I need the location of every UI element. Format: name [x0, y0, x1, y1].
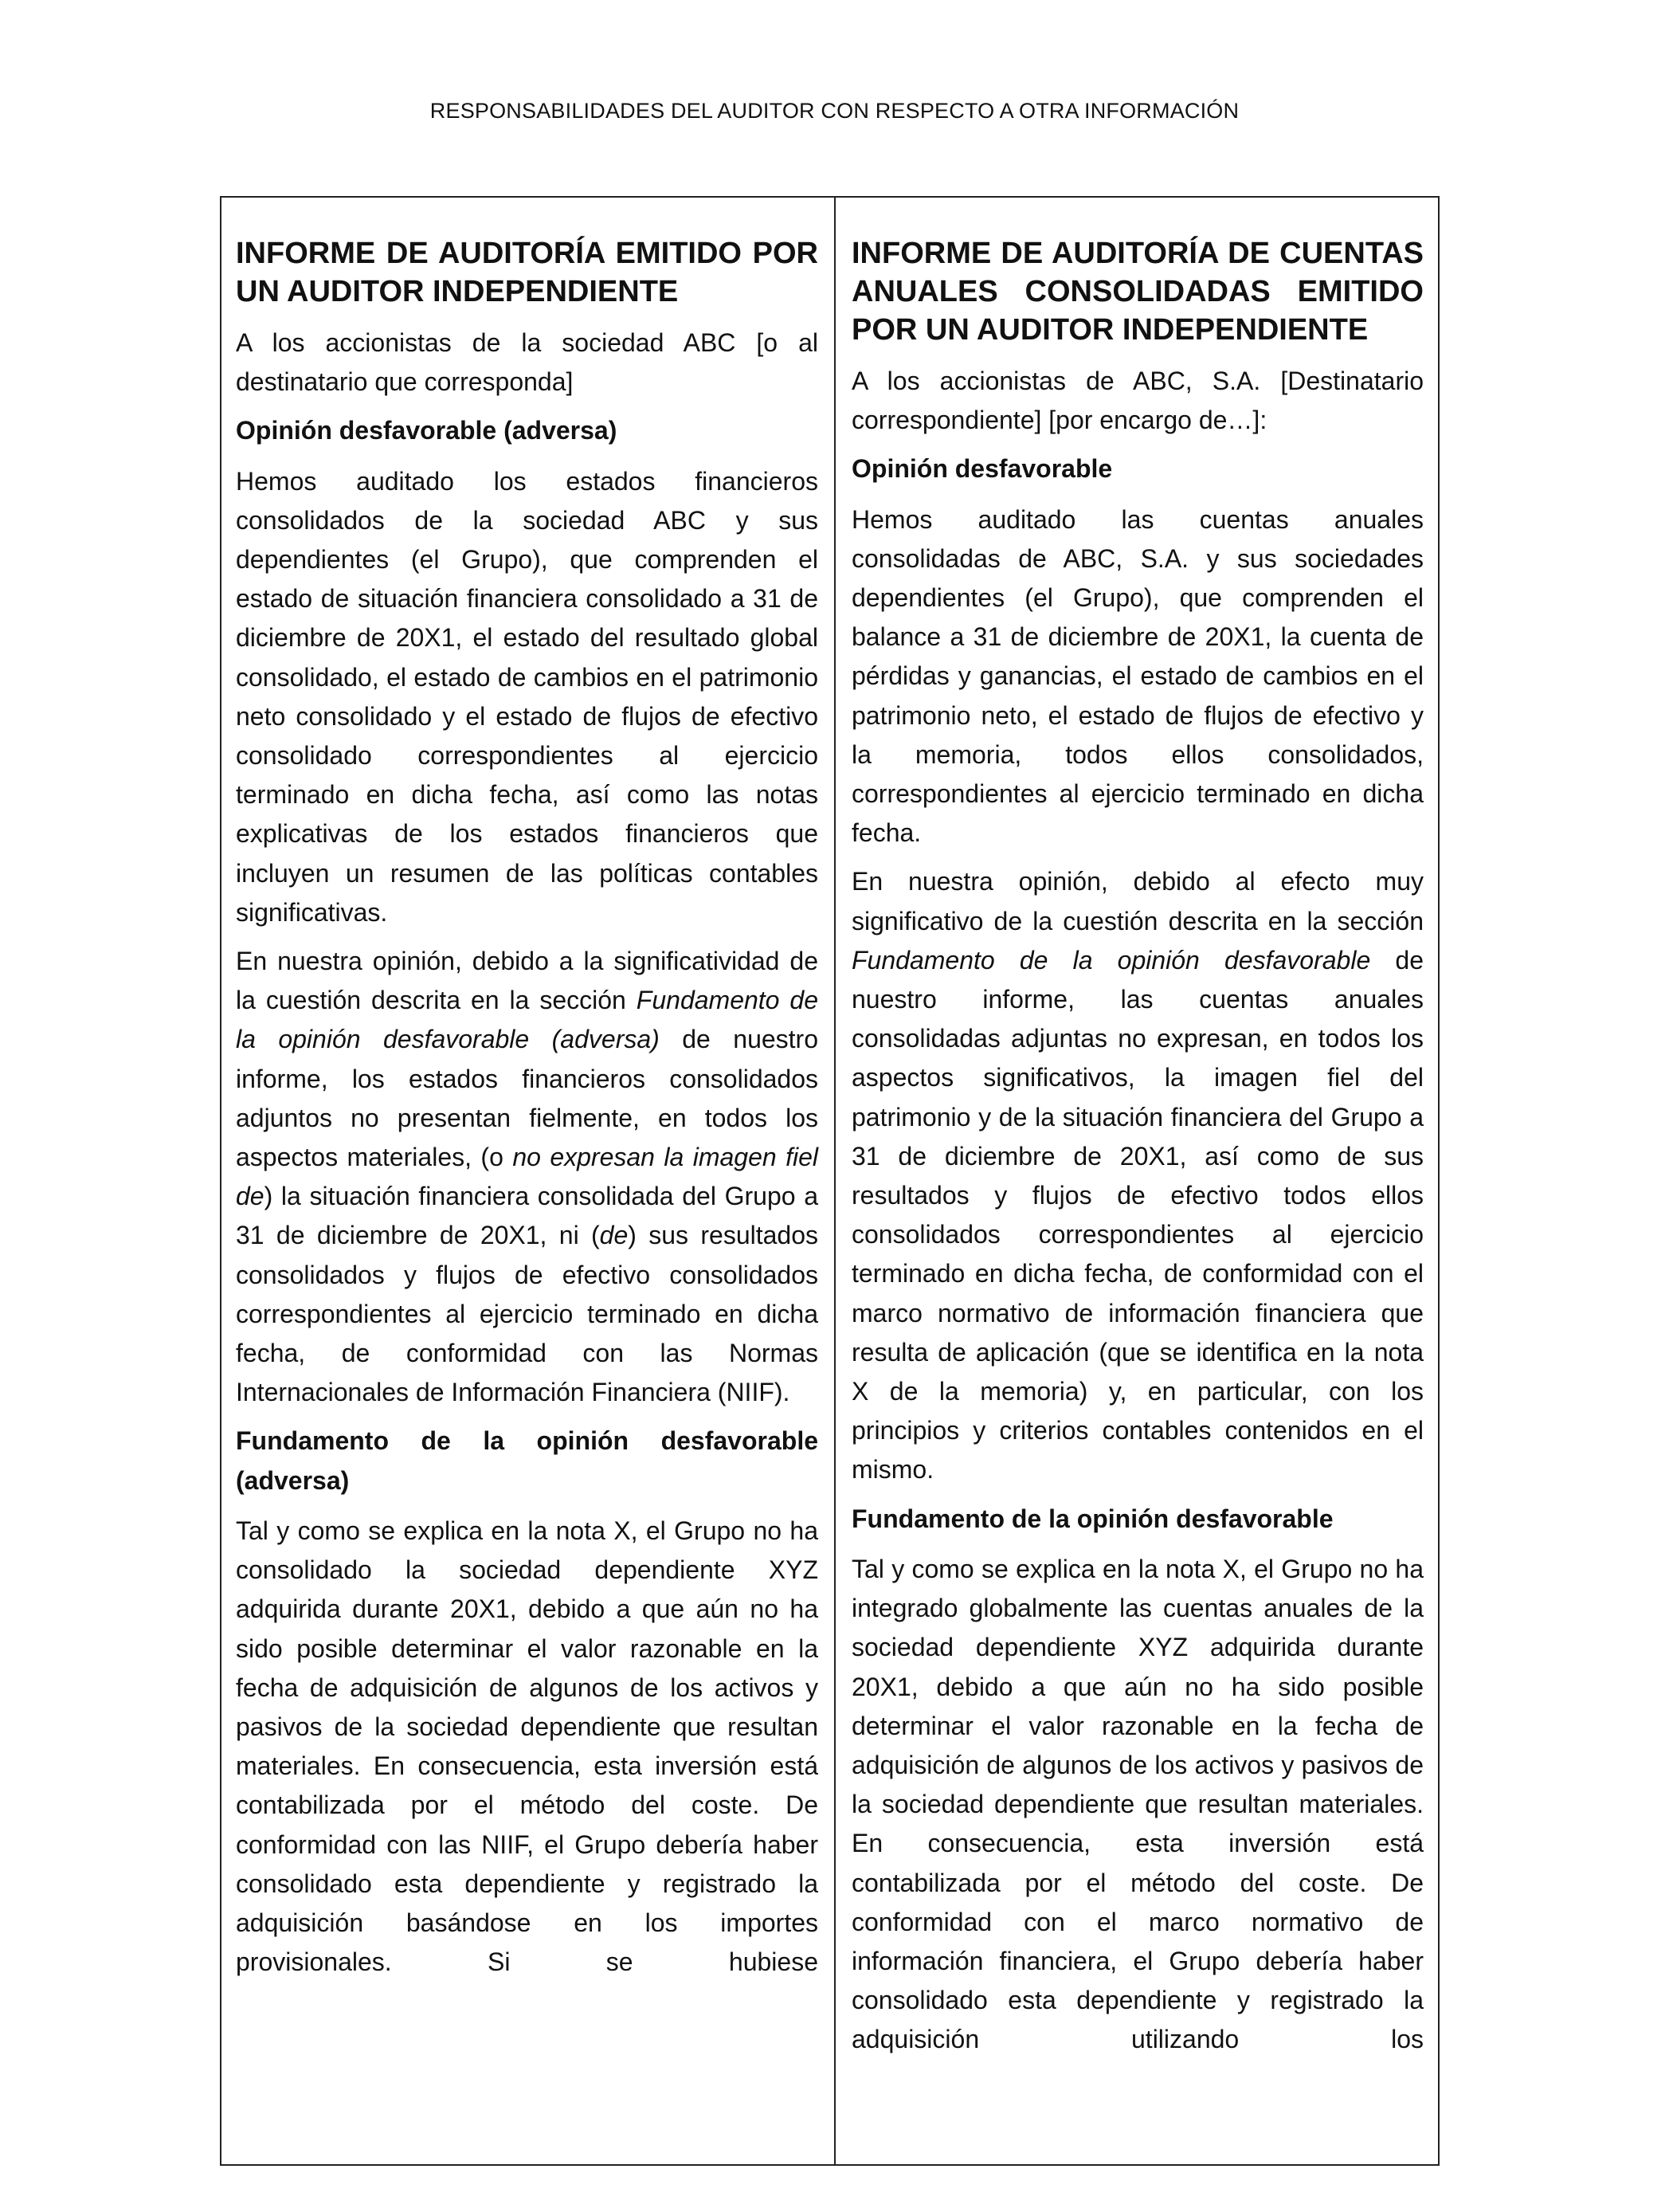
- left-basis-paragraph: Tal y como se explica en la nota X, el Grupo no ha consolidado la sociedad dependiente XYZ adquirida durante 20X1, debido a que aún no ha sido posible determinar el valor razonable en la fecha de adquisición de algunos de los activos y pasivos de la sociedad dependiente que resultan materiales. En consecuencia, esta inversión está contabilizada por el método del coste. De conformidad con las NIIF, el Grupo debería haber consolidado esta dependiente y registrado la adquisición basándose en los importes provisionales. Si se hubiese: [236, 1516, 818, 1977]
- page-header: RESPONSABILIDADES DEL AUDITOR CON RESPECTO A OTRA INFORMACIÓN: [429, 99, 1240, 123]
- left-opinion-paragraph-2: En nuestra opinión, debido a la significatividad de la cuestión descrita en la sección Fundamento de la opinión desfavorable (adversa) de nuestro informe, los estados financieros consolidados adjuntos no presentan fielmente, en todos los aspectos materiales, (o no expresan la imagen fiel de) la situación financiera consolidada del Grupo a 31 de diciembre de 20X1, ni (de) sus resultados consolidados y flujos de efectivo consolidados correspondientes al ejercicio terminado en dicha fecha, de conformidad con las Normas Internacionales de Información Financiera (NIIF).: [236, 947, 819, 1407]
- right-opinion-paragraph-1: Hemos auditado las cuentas anuales consolidadas de ABC, S.A. y sus sociedades dependientes (el Grupo), que comprenden el balance a 31 de diciembre de 20X1, la cuenta de pérdidas y ganancias, el estado de cambios en el patrimonio neto, el estado de flujos de efectivo y la memoria, todos ellos consolidados, correspondientes al ejercicio terminado en dicha fecha.: [852, 504, 1424, 848]
- left-basis-heading: Fundamento de la opinión desfavorable (adversa): [236, 1426, 818, 1495]
- right-report-title: INFORME DE AUDITORÍA DE CUENTAS ANUALES CONSOLIDADAS EMITIDO POR UN AUDITOR INDEPENDIENTE: [852, 237, 1424, 347]
- right-addressee: A los accionistas de ABC, S.A. [Destinatario correspondiente] [por encargo de…]:: [852, 367, 1424, 435]
- right-opinion-heading: Opinión desfavorable: [852, 454, 1113, 484]
- left-opinion-heading: Opinión desfavorable (adversa): [236, 416, 617, 445]
- left-report-title: INFORME DE AUDITORÍA EMITIDO POR UN AUDITOR INDEPENDIENTE: [236, 237, 818, 308]
- right-basis-paragraph: Tal y como se explica en la nota X, el Grupo no ha integrado globalmente las cuentas anuales de la sociedad dependiente XYZ adquirida durante 20X1, debido a que aún no ha sido posible determinar el valor razonable en la fecha de adquisición de algunos de los activos y pasivos de la sociedad dependiente que resultan materiales. En consecuencia, esta inversión está contabilizada por el método del coste. De conformidad con el marco normativo de información financiera, el Grupo debería haber consolidado esta dependiente y registrado la adquisición utilizando los: [852, 1554, 1424, 2054]
- left-opinion-paragraph-1: Hemos auditado los estados financieros consolidados de la sociedad ABC y sus dependientes (el Grupo), que comprenden el estado de situación financiera consolidado a 31 de diciembre de 20X1, el estado del resultado global consolidado, el estado de cambios en el patrimonio neto consolidado y el estado de flujos de efectivo consolidado correspondientes al ejercicio terminado en dicha fecha, así como las notas explicativas de los estados financieros que incluyen un resumen de las políticas contables significativas.: [236, 466, 818, 927]
- right-opinion-paragraph-2: En nuestra opinión, debido al efecto muy significativo de la cuestión descrita en la sección Fundamento de la opinión desfavorable de nuestro informe, las cuentas anuales consolidadas adjuntas no expresan, en todos los aspectos significativos, la imagen fiel del patrimonio y de la situación financiera del Grupo a 31 de diciembre de 20X1, así como de sus resultados y flujos de efectivo todos ellos consolidados correspondientes al ejercicio terminado en dicha fecha, de conformidad con el marco normativo de información financiera que resulta de aplicación (que se identifica en la nota X de la memoria) y, en particular, con los principios y criterios contables contenidos en el mismo.: [852, 867, 1424, 1484]
- right-basis-heading: Fundamento de la opinión desfavorable: [852, 1504, 1334, 1533]
- comparison-table: [220, 196, 1440, 2166]
- left-addressee: A los accionistas de la sociedad ABC [o al destinatario que corresponda]: [236, 328, 818, 397]
- left-column: [221, 198, 836, 2164]
- right-column: [836, 198, 1438, 2164]
